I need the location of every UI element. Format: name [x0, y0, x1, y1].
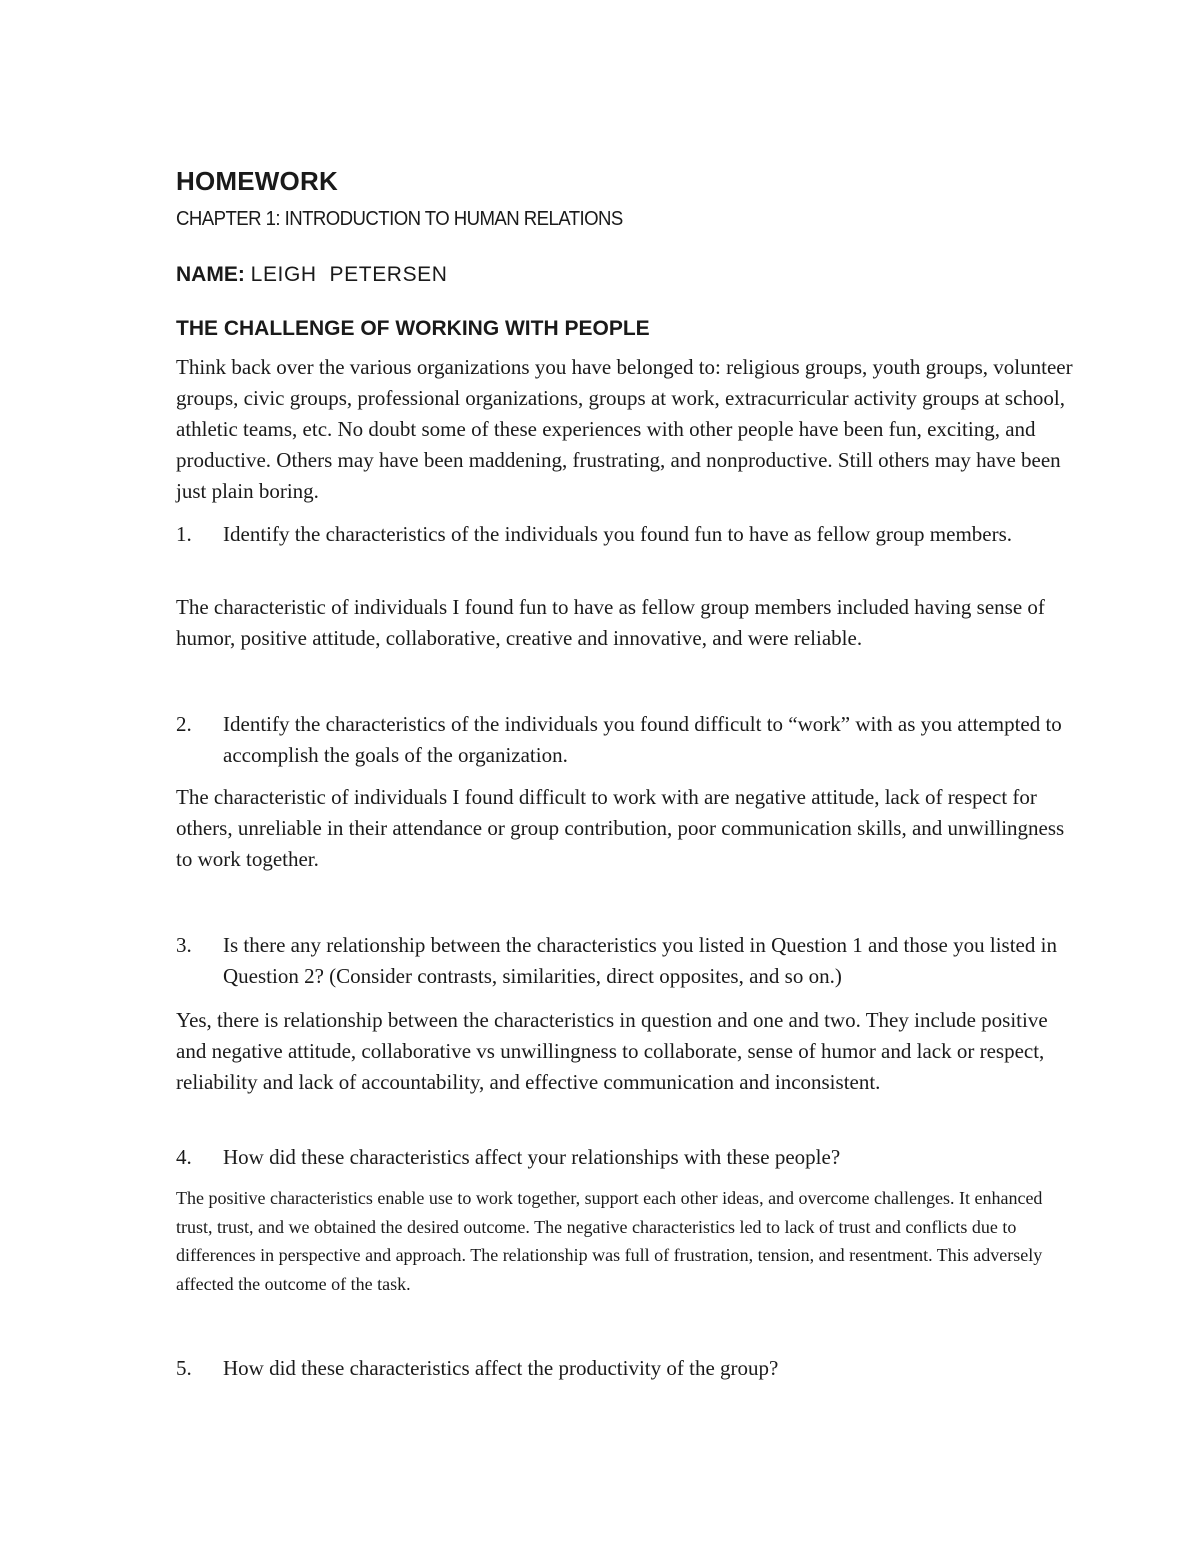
answer-2: The characteristic of individuals I found difficult to work with are negative attitude, lack of respect for others, unreliable in their attendance or group contribution, poor communication skills, and unwillingness to work together. — [176, 785, 1065, 871]
question-text: Is there any relationship between the characteristics you listed in Question 1 and those you listed in Question 2? (Consider contrasts, similarities, direct opposites, and so on.) — [223, 933, 1057, 988]
answer-4: The positive characteristics enable use to work together, support each other ideas, and overcome challenges. It enhanced trust, trust, and we obtained the desired outcome. The negative characteristics led to lack of trust and conflicts due to differences in perspective and approach. The relationship was full of frustration, tension, and resentment. This adversely affected the outcome of the task. — [176, 1188, 1043, 1294]
question-text: How did these characteristics affect the productivity of the group? — [223, 1356, 779, 1380]
question-text: Identify the characteristics of the individuals you found fun to have as fellow group members. — [223, 522, 1013, 546]
question-number: 2. — [176, 712, 192, 736]
question-number: 3. — [176, 933, 192, 957]
name-label: NAME: — [176, 263, 245, 286]
answer-3: Yes, there is relationship between the characteristics in question and one and two. They include positive and negative attitude, collaborative vs unwillingness to collaborate, sense of humor and lack or respect, reliability and lack of accountability, and effective communication and inconsistent. — [176, 1008, 1048, 1094]
name-line — [176, 263, 448, 287]
question-text: Identify the characteristics of the individuals you found difficult to “work” with as you attempted to accomplish the goals of the organization. — [223, 712, 1062, 767]
question-number: 1. — [176, 522, 192, 546]
question-text: How did these characteristics affect your relationships with these people? — [223, 1145, 841, 1169]
question-2 — [176, 709, 1081, 771]
answer-1: The characteristic of individuals I found fun to have as fellow group members included having sense of humor, positive attitude, collaborative, creative and innovative, and were reliable. — [176, 595, 1045, 650]
chapter-heading: CHAPTER 1: INTRODUCTION TO HUMAN RELATIONS — [176, 208, 623, 230]
intro-paragraph: Think back over the various organizations you have belonged to: religious groups, youth groups, volunteer groups, civic groups, professional organizations, groups at work, extracurricular activity groups at school, athletic teams, etc. No doubt some of these experiences with other people have been fun, exciting, and productive. Others may have been maddening, frustrating, and nonproductive. Still others may have been just plain boring. — [176, 355, 1073, 503]
question-number: 4. — [176, 1145, 192, 1169]
question-4 — [176, 1142, 1081, 1173]
question-1 — [176, 519, 1081, 550]
question-3 — [176, 930, 1081, 992]
question-5 — [176, 1353, 1081, 1384]
name-value: LEIGH PETERSEN — [250, 263, 448, 286]
document-title: HOMEWORK — [176, 166, 338, 196]
section-title: THE CHALLENGE OF WORKING WITH PEOPLE — [176, 317, 650, 340]
question-number: 5. — [176, 1356, 192, 1380]
